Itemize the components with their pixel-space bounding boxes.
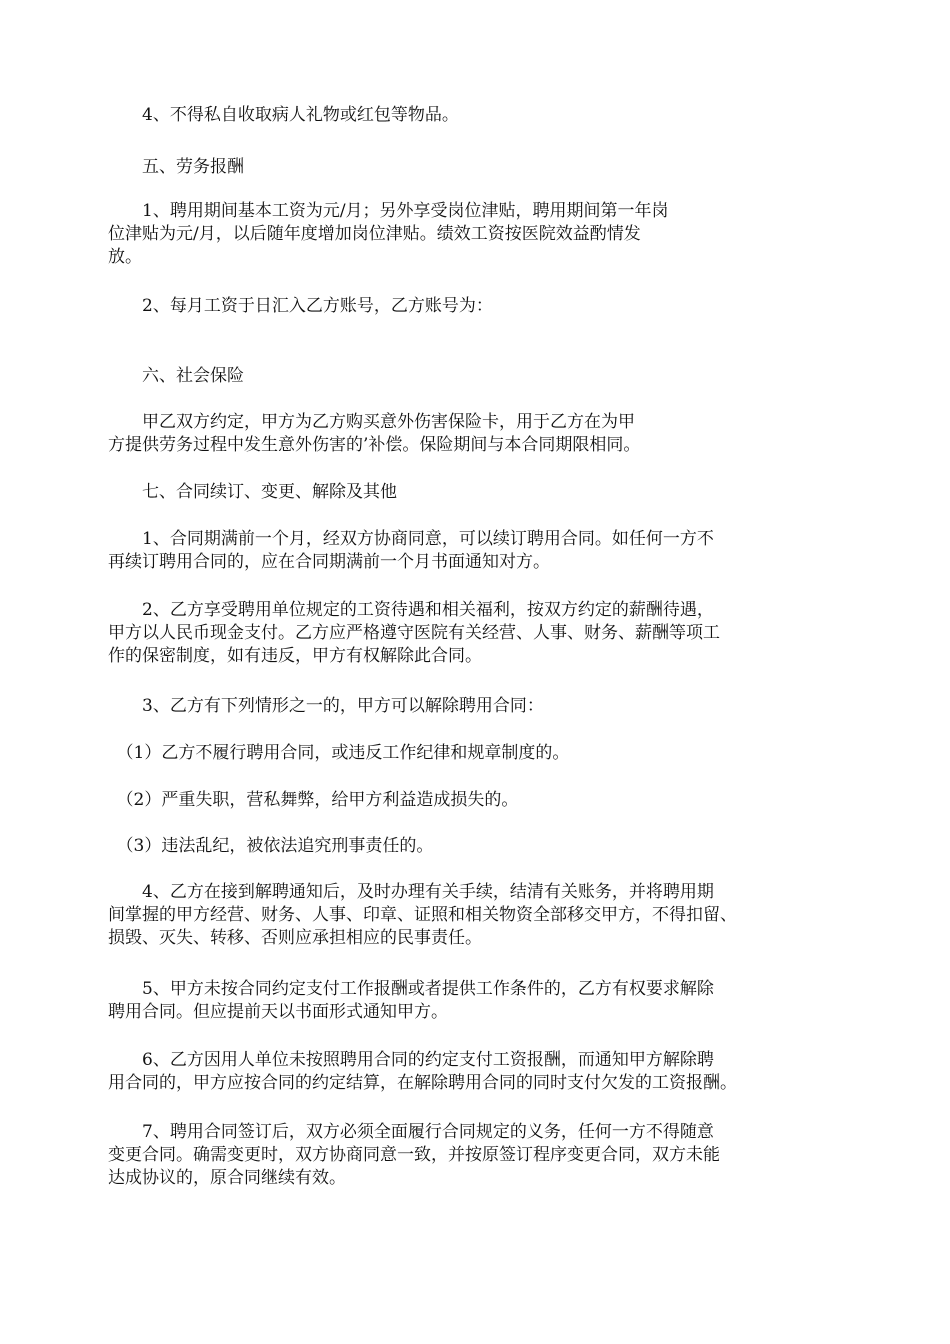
text-line: 五、劳务报酬: [108, 157, 244, 177]
text-line: 2、乙方享受聘用单位规定的工资待遇和相关福利，按双方约定的薪酬待遇，: [108, 600, 714, 620]
text-line: 4、不得私自收取病人礼物或红包等物品。: [108, 105, 459, 125]
text-line: 变更合同。确需变更时，双方协商同意一致，并按原签订程序变更合同，双方未能: [108, 1145, 720, 1165]
text-line: 七、合同续订、变更、解除及其他: [108, 482, 397, 502]
paragraph-renewal-2: [108, 599, 868, 668]
section-heading-social-insurance: [108, 365, 868, 388]
paragraph-insurance: [108, 411, 868, 457]
list-item-condition-3: [108, 835, 868, 858]
text-line: 7、聘用合同签订后，双方必须全面履行合同规定的义务，任何一方不得随意: [108, 1122, 714, 1142]
text-line: 位津贴为元/月，以后随年度增加岗位津贴。绩效工资按医院效益酌情发: [108, 224, 641, 244]
text-line: （1）乙方不履行聘用合同，或违反工作纪律和规章制度的。: [108, 743, 570, 763]
text-line: 甲乙双方约定，甲方为乙方购买意外伤害保险卡，用于乙方在为甲: [108, 412, 635, 432]
text-line: （2）严重失职，营私舞弊，给甲方利益造成损失的。: [108, 790, 519, 810]
paragraph-renewal-1: [108, 528, 868, 574]
text-line: 4、乙方在接到解聘通知后，及时办理有关手续，结清有关账务，并将聘用期: [108, 882, 714, 902]
section-heading-renewal: [108, 481, 868, 504]
text-line: 聘用合同。但应提前天以书面形式通知甲方。: [108, 1002, 448, 1022]
list-item-condition-2: [108, 789, 868, 812]
text-line: 六、社会保险: [108, 366, 244, 386]
text-line: 作的保密制度，如有违反，甲方有权解除此合同。: [108, 646, 482, 666]
text-line: 6、乙方因用人单位未按照聘用合同的约定支付工资报酬，而通知甲方解除聘: [108, 1050, 714, 1070]
text-line: 甲方以人民币现金支付。乙方应严格遵守医院有关经营、人事、财务、薪酬等项工: [108, 623, 720, 643]
text-line: 达成协议的，原合同继续有效。: [108, 1168, 346, 1188]
text-line: 方提供劳务过程中发生意外伤害的’补偿。保险期间与本合同期限相同。: [108, 435, 641, 455]
text-line: 2、每月工资于日汇入乙方账号，乙方账号为：: [108, 296, 493, 316]
text-line: 3、乙方有下列情形之一的，甲方可以解除聘用合同：: [108, 696, 544, 716]
text-line: 放。: [108, 247, 142, 267]
paragraph-renewal-5: [108, 978, 868, 1024]
text-line: 1、合同期满前一个月，经双方协商同意，可以续订聘用合同。如任何一方不: [108, 529, 714, 549]
text-line: （3）违法乱纪，被依法追究刑事责任的。: [108, 836, 434, 856]
text-line: 损毁、灭失、转移、否则应承担相应的民事责任。: [108, 928, 482, 948]
paragraph-clause-4-gifts: [108, 104, 868, 127]
text-line: 间掌握的甲方经营、财务、人事、印章、证照和相关物资全部移交甲方，不得扣留、: [108, 905, 737, 925]
paragraph-remuneration-1: [108, 200, 868, 269]
paragraph-renewal-6: [108, 1049, 868, 1095]
list-item-condition-1: [108, 742, 868, 765]
paragraph-renewal-3: [108, 695, 868, 718]
paragraph-remuneration-2: [108, 295, 868, 318]
paragraph-renewal-7: [108, 1121, 868, 1190]
text-line: 再续订聘用合同的，应在合同期满前一个月书面通知对方。: [108, 552, 550, 572]
paragraph-renewal-4: [108, 881, 868, 950]
section-heading-remuneration: [108, 156, 868, 179]
text-line: 1、聘用期间基本工资为元/月；另外享受岗位津贴，聘用期间第一年岗: [108, 201, 669, 221]
text-line: 用合同的，甲方应按合同的约定结算，在解除聘用合同的同时支付欠发的工资报酬。: [108, 1073, 737, 1093]
text-line: 5、甲方未按合同约定支付工作报酬或者提供工作条件的，乙方有权要求解除: [108, 979, 714, 999]
